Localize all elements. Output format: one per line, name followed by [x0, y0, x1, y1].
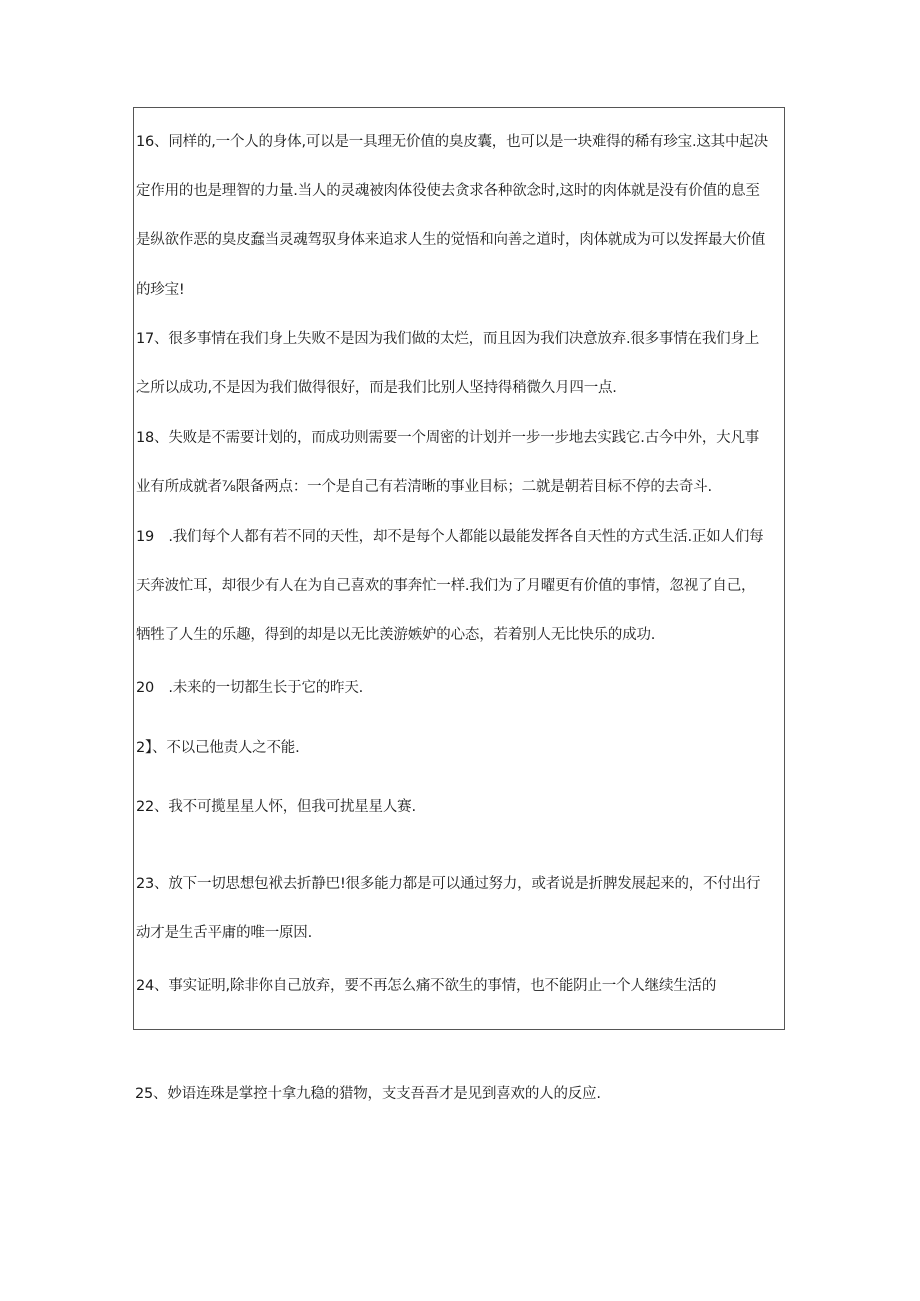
text-line-17a: 17、很多事情在我们身上失败不是因为我们做的太烂，而且因为我们决意放弃.很多事情在我们身上	[136, 331, 760, 347]
text-line-19b: 天奔波忙耳，却很少有人在为自己喜欢的事奔忙一样.我们为了月曜更有价值的事情，忽视了自己，	[136, 578, 756, 594]
text-line-16a: 16、同样的,一个人的身体,可以是一具理无价值的臭皮囊，也可以是一块难得的稀有珍宝.这其中起决	[136, 134, 768, 150]
text-line-17b: 之所以成功,不是因为我们做得很好，而是我们比别人坚持得稍微久月四一点.	[136, 380, 617, 396]
text-line-19c: 牺牲了人生的乐趣，得到的却是以无比羡游嫉妒的心态，若着别人无比快乐的成功.	[136, 627, 656, 643]
text-line-22: 22、我不可揽星星人怀，但我可扰星星人赛.	[136, 799, 416, 815]
text-line-16c: 是纵欲作恶的臭皮蠢当灵魂驾驭身体来追求人生的觉悟和向善之道时，肉体就成为可以发挥最大价值	[136, 232, 766, 248]
text-line-18a: 18、失败是不需要计划的，而成功则需要一个周密的计划并一步一步地去实践它.古今中外，大凡事	[136, 430, 760, 446]
text-line-20: 20 .未来的一切都生长于它的昨天.	[136, 680, 364, 696]
text-line-24: 24、事实证明,除非你自己放弃，要不再怎么痛不欲生的事情，也不能阴止一个人继续生活的	[136, 978, 717, 994]
text-line-18b: 业有所成就者⅞限备两点：一个是自己有若清晰的事业目标；二就是朝若目标不停的去奇斗.	[136, 479, 712, 495]
text-line-23b: 动才是生舌平庸的唯一原因.	[136, 925, 313, 941]
text-line-19a: 19 .我们每个人都有若不同的天性，却不是每个人都能以最能发挥各自天性的方式生活.正如人们每	[136, 529, 764, 545]
text-line-16d: 的珍宝!	[136, 282, 185, 298]
text-line-21: 2】、不以己他责人之不能.	[136, 740, 300, 756]
text-line-25: 25、妙语连珠是掌控十拿九稳的猎物，支支吾吾才是见到喜欢的人的反应.	[135, 1086, 601, 1102]
text-line-23a: 23、放下一切思想包袱去折静巴!很多能力都是可以通过努力，或者说是折脾发展起来的，不付出行	[136, 876, 761, 892]
text-line-16b: 定作用的也是理智的力量.当人的灵魂被肉体役使去贪求各种欲念时,这时的肉体就是没有价值的息至	[136, 183, 760, 199]
